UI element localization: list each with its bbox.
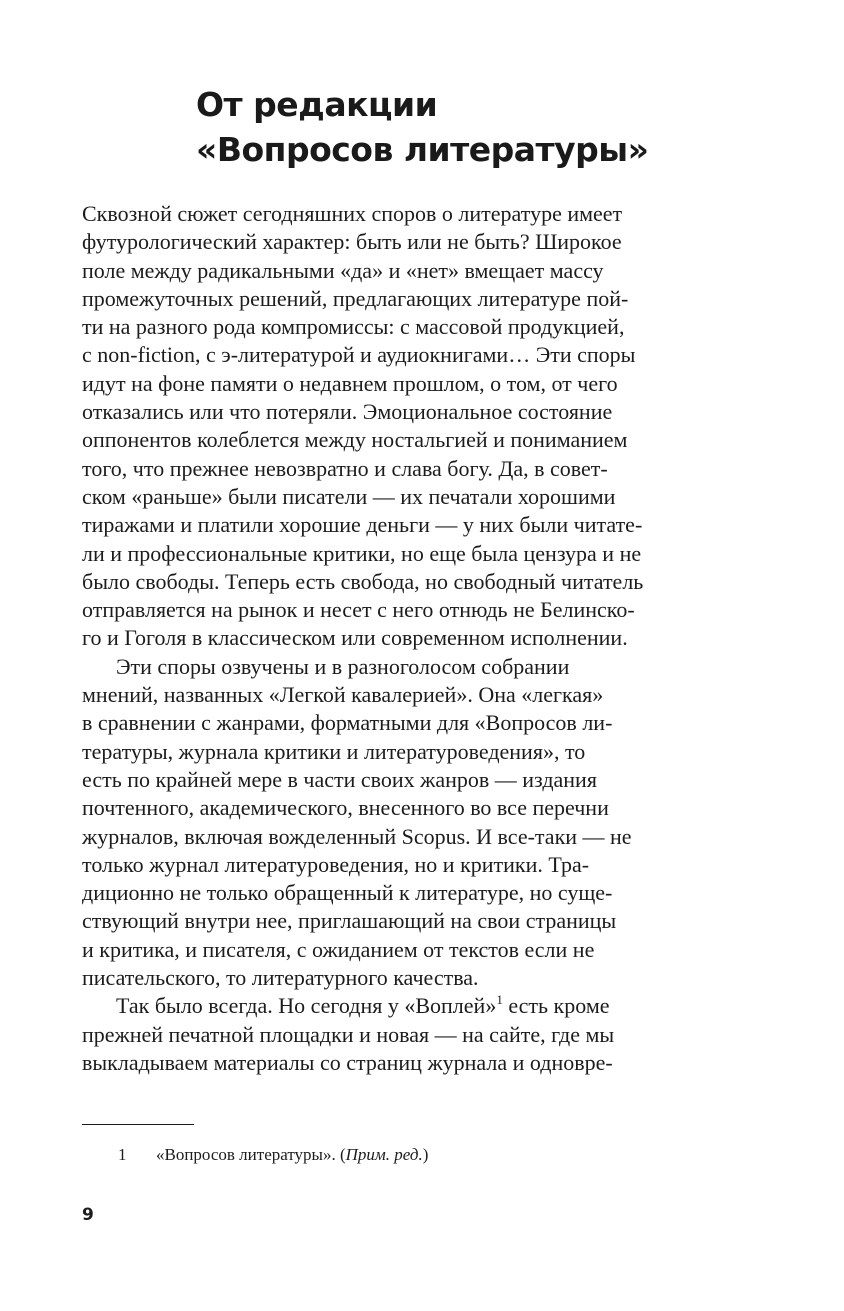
text-segment: Так было всегда. Но сегодня у «Воплей» — [116, 993, 497, 1019]
text-line: тературы, журнала критики и литературоведения», то — [82, 738, 586, 764]
text-line: почтенного, академического, внесенного во все перечни — [82, 795, 609, 821]
text-line: отправляется на рынок и несет с него отнюдь не Белинско- — [82, 597, 635, 623]
text-line: в сравнении с жанрами, форматными для «Вопросов ли- — [82, 710, 613, 736]
text-line: ли и профессиональные критики, но еще была цензура и не — [82, 540, 642, 566]
text-line: отказались или что потеряли. Эмоциональное состояние — [82, 399, 613, 425]
title-line-1: От редакции — [196, 85, 438, 124]
paragraph-1 — [82, 200, 682, 653]
text-line: оппонентов колеблется между ностальгией и пониманием — [82, 427, 628, 453]
footnote-text: «Вопросов литературы». ( — [156, 1145, 346, 1164]
text-line: диционно не только обращенный к литературе, но суще- — [82, 880, 613, 906]
text-line: с non-fiction, с э-литературой и аудиокнигами… Эти споры — [82, 342, 636, 368]
paragraph-2 — [82, 653, 682, 993]
text-line: того, что прежнее невозвратно и слава богу. Да, в совет- — [82, 455, 608, 481]
page-title — [196, 82, 648, 172]
text-line: ском «раньше» были писатели — их печатали хорошими — [82, 483, 616, 509]
body-text — [82, 200, 682, 1077]
page-number: 9 — [82, 1205, 94, 1225]
text-line: Эти споры озвучены и в разноголосом собрании — [116, 653, 570, 679]
footnote-note: Прим. ред. — [345, 1145, 423, 1164]
text-line: и критика, и писателя, с ожиданием от текстов если не — [82, 936, 595, 962]
text-line: есть по крайней мере в части своих жанров — издания — [82, 766, 597, 792]
text-line: ствующий внутри нее, приглашающий на свои страницы — [82, 908, 617, 934]
text-segment: есть кроме — [502, 993, 610, 1019]
text-line: журналов, включая вожделенный Scopus. И все-таки — не — [82, 823, 632, 849]
title-line-2: «Вопросов литературы» — [196, 130, 649, 169]
text-line: поле между радикальными «да» и «нет» вмещает массу — [82, 257, 604, 283]
footnote-reference[interactable]: 1 — [496, 992, 503, 1008]
footnote — [118, 1143, 428, 1167]
footnote-number: 1 — [118, 1145, 127, 1164]
text-line — [82, 992, 682, 1020]
text-line: го и Гоголя в классическом или современном исполнении. — [82, 625, 628, 651]
text-line: выкладываем материалы со страниц журнала и одновре- — [82, 1049, 613, 1075]
text-line: Сквозной сюжет сегодняшних споров о литературе имеет — [82, 201, 623, 226]
text-line: идут на фоне памяти о недавнем прошлом, о том, от чего — [82, 370, 618, 396]
text-line: промежуточных решений, предлагающих литературе пой- — [82, 285, 629, 311]
footnote-close: ) — [422, 1145, 429, 1164]
text-line: было свободы. Теперь есть свобода, но свободный читатель — [82, 568, 644, 594]
text-line: ти на разного рода компромиссы: с массовой продукцией, — [82, 314, 625, 340]
text-line: тиражами и платили хорошие деньги — у них были читате- — [82, 512, 643, 538]
text-line: мнений, названных «Легкой кавалерией». Она «легкая» — [82, 682, 604, 708]
paragraph-3 — [82, 992, 682, 1077]
footnote-divider — [82, 1124, 194, 1125]
text-line: футурологический характер: быть или не быть? Широкое — [82, 229, 622, 255]
text-line: прежней печатной площадки и новая — на сайте, где мы — [82, 1021, 615, 1047]
text-line: писательского, то литературного качества. — [82, 965, 479, 991]
text-line: только журнал литературоведения, но и критики. Тра- — [82, 851, 590, 877]
